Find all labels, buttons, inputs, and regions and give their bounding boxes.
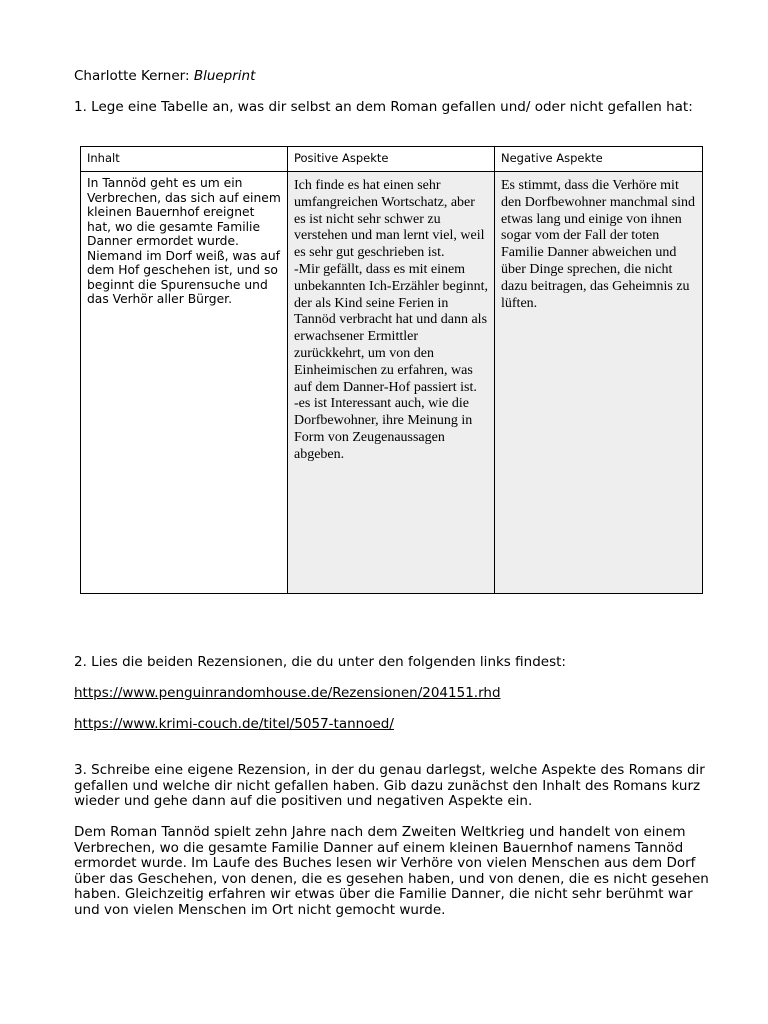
header-negative: Negative Aspekte [495, 147, 703, 172]
title-work: Blueprint [193, 68, 256, 84]
review-answer-text[interactable]: Dem Roman Tannöd spielt zehn Jahre nach dem Zweiten Weltkrieg und handelt von einem Verbrechen, wo die gesamte Familie Danner auf einem kleinen Bauernhof namens Tannöd ermordet wurde. Im Laufe des Buches lesen wir Verhöre von vielen Menschen aus dem Dorf über das Geschehen, von denen, die es gesehen haben, und von denen, die es nicht gesehen haben. Gleichzeitig erfahren wir etwas über die Familie Danner, die nicht sehr berühmt war und von vielen Menschen im Ort nicht gemocht wurde. [74, 824, 709, 918]
cell-negative[interactable]: Es stimmt, dass die Verhöre mit den Dorfbewohner manchmal sind etwas lang und einige von ihnen sogar vom der Fall der toten Familie Danner abweichen und über Dinge sprechen, die nicht dazu beitragen, das Geheimnis zu lüften. [495, 172, 703, 594]
document-title [74, 67, 255, 85]
task-1-text: 1. Lege eine Tabelle an, was dir selbst an dem Roman gefallen und/ oder nicht gefallen hat: [74, 99, 693, 115]
title-author: Charlotte Kerner: [74, 68, 194, 84]
positive-point-1: Ich finde es hat einen sehr umfangreichen Wortschatz, aber es ist nicht sehr schwer zu verstehen und man lernt viel, weil es sehr gut geschrieben ist. [294, 178, 485, 261]
positive-point-2: -Mir gefällt, dass es mit einem unbekannten Ich-Erzähler beginnt, der als Kind seine Ferien in Tannöd verbracht hat und dann als erwachsener Ermittler zurückkehrt, um von den Einheimischen zu erfahren, was auf dem Danner-Hof passiert ist. [294, 261, 488, 395]
link-penguinrandomhouse[interactable]: https://www.penguinrandomhouse.de/Rezensionen/204151.rhd [74, 685, 501, 701]
review-table [80, 146, 703, 594]
cell-positive[interactable] [288, 172, 495, 594]
header-positive: Positive Aspekte [288, 147, 495, 172]
header-content: Inhalt [81, 147, 288, 172]
cell-content[interactable]: In Tannöd geht es um ein Verbrechen, das sich auf einem kleinen Bauernhof ereignet hat, wo die gesamte Familie Danner ermordet wurde. Niemand im Dorf weiß, was auf dem Hof geschehen ist, und so beginnt die Spurensuche und das Verhör aller Bürger. [81, 172, 288, 594]
table-header-row [81, 147, 703, 172]
task-3-text: 3. Schreibe eine eigene Rezension, in der du genau darlegst, welche Aspekte des Romans dir gefallen und welche dir nicht gefallen haben. Gib dazu zunächst den Inhalt des Romans kurz wieder und gehe dann auf die positiven und negativen Aspekte ein. [74, 762, 705, 809]
positive-point-3: -es ist Interessant auch, wie die Dorfbewohner, ihre Meinung in Form von Zeugenaussagen abgeben. [294, 396, 473, 462]
task-2-text: 2. Lies die beiden Rezensionen, die du unter den folgenden links findest: [74, 654, 566, 670]
link-krimi-couch[interactable]: https://www.krimi-couch.de/titel/5057-tannoed/ [74, 716, 394, 732]
table-row [81, 172, 703, 594]
